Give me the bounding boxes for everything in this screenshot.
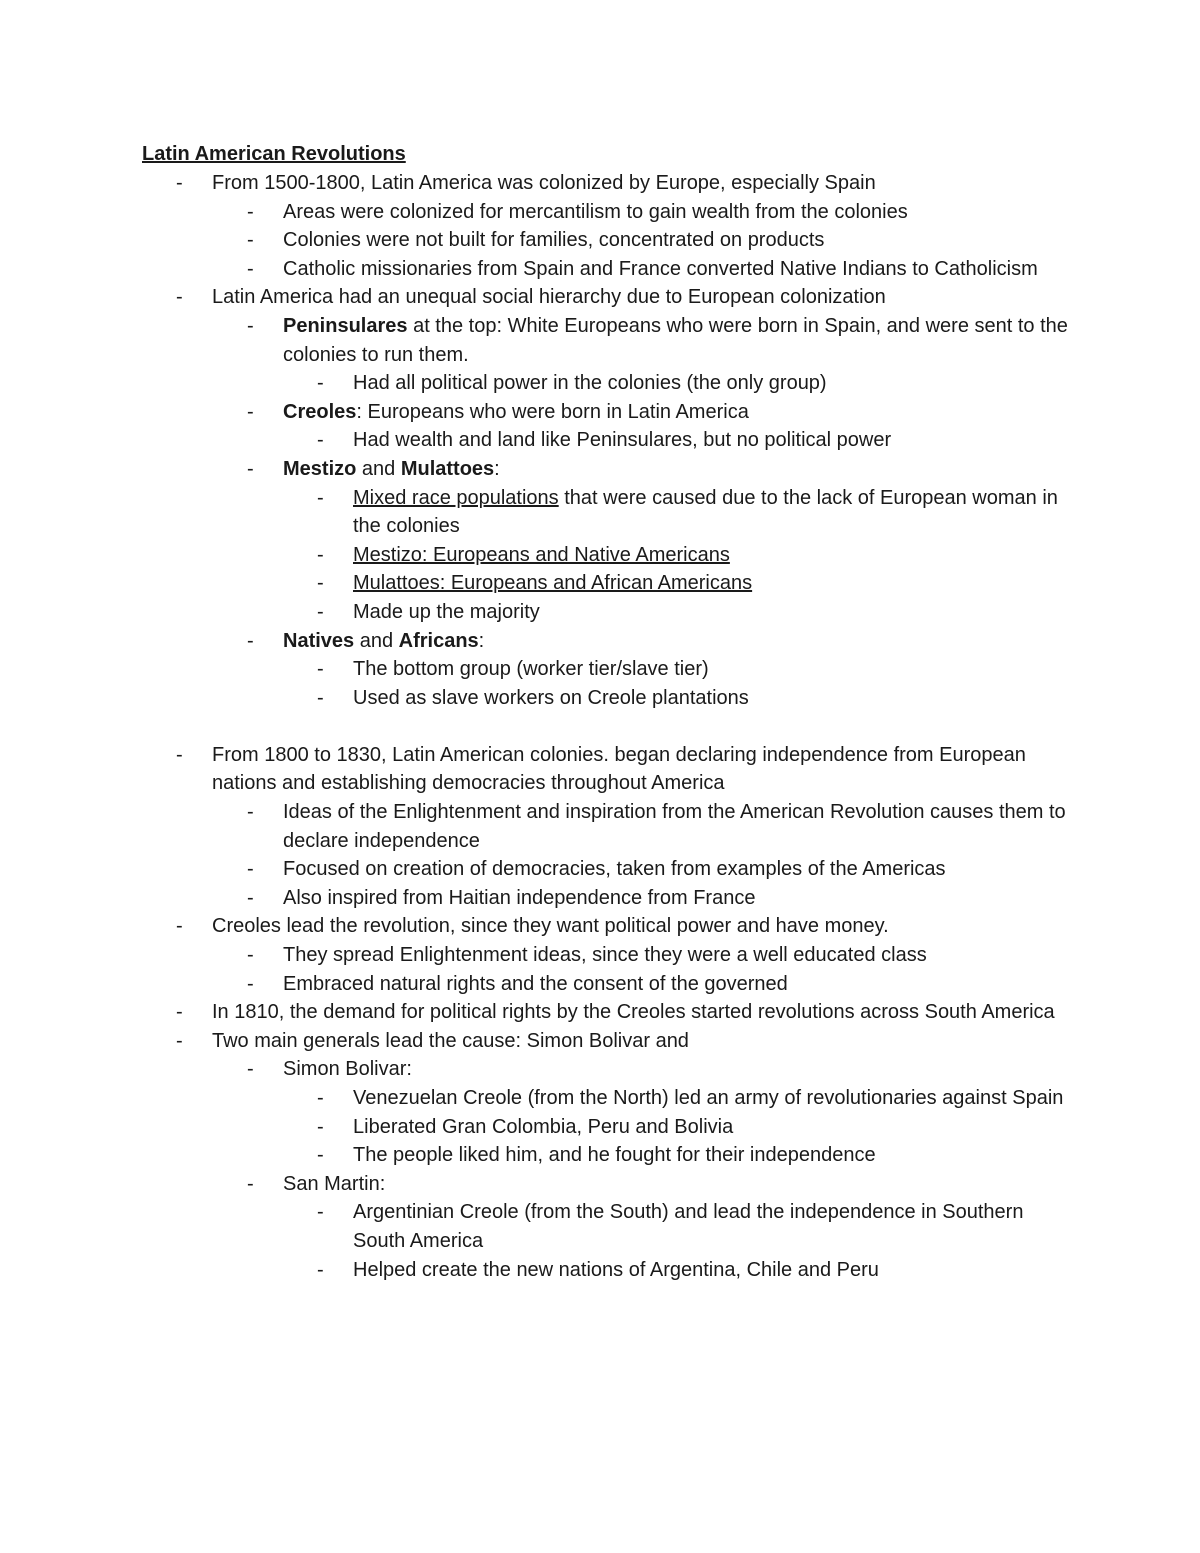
term-creoles: Creoles — [283, 400, 357, 423]
item-text: San Martin: — [283, 1172, 386, 1195]
item-text: Used as slave workers on Creole plantations — [353, 686, 749, 709]
list-item — [0, 283, 1200, 312]
list-item — [0, 255, 1200, 284]
bullet-dash: - — [247, 257, 254, 280]
item-text: Catholic missionaries from Spain and France converted Native Indians to Catholicism — [283, 257, 1038, 280]
list-item — [0, 970, 1200, 999]
list-item — [0, 1256, 1200, 1285]
list-item — [0, 484, 1200, 541]
item-detail: : Europeans who were born in Latin America — [356, 400, 749, 423]
bullet-dash: - — [247, 801, 254, 824]
item-text: Focused on creation of democracies, taken from examples of the Americas — [283, 858, 946, 881]
item-text — [353, 541, 1073, 570]
term-mulattoes: Mulattoes — [400, 457, 495, 480]
underlined-text: Mixed race populations — [353, 486, 559, 509]
item-detail: at the top: White Europeans who were born in Spain, and were sent to the colonies to run them. — [283, 314, 1068, 366]
item-detail: : — [494, 457, 500, 480]
list-item — [0, 998, 1200, 1027]
bullet-dash: - — [317, 1258, 324, 1281]
bullet-dash: - — [176, 1001, 183, 1024]
term-africans: Africans — [398, 629, 479, 652]
item-text: Simon Bolivar: — [283, 1058, 412, 1081]
item-text: Two main generals lead the cause: Simon Bolivar and — [212, 1029, 689, 1052]
list-item — [0, 226, 1200, 255]
item-text: Argentinian Creole (from the South) and lead the independence in Southern South America — [353, 1201, 1024, 1252]
item-text: Ideas of the Enlightenment and inspiration from the American Revolution causes them to declare independence — [283, 801, 1066, 852]
bullet-dash: - — [176, 743, 183, 766]
list-item — [0, 941, 1200, 970]
bullet-dash: - — [247, 886, 254, 909]
item-connector: and — [354, 629, 399, 652]
list-item — [0, 627, 1200, 656]
bullet-dash: - — [317, 600, 324, 623]
bullet-dash: - — [317, 486, 324, 509]
bullet-dash: - — [247, 457, 254, 480]
bullet-dash: - — [317, 1087, 324, 1109]
item-text — [283, 455, 1073, 484]
bullet-dash: - — [247, 1058, 254, 1081]
item-connector: and — [356, 457, 401, 480]
bullet-dash: - — [317, 572, 324, 595]
bullet-dash: - — [317, 543, 324, 566]
notes-list — [0, 169, 1200, 1284]
bullet-dash: - — [247, 400, 254, 423]
bullet-dash: - — [317, 1201, 324, 1224]
list-item — [0, 798, 1200, 855]
item-text — [283, 627, 1073, 656]
list-item — [0, 855, 1200, 884]
list-item — [0, 1027, 1200, 1056]
list-item — [0, 1055, 1200, 1084]
bullet-dash: - — [176, 286, 183, 309]
list-item — [0, 398, 1200, 427]
item-detail: : — [478, 629, 485, 652]
bullet-dash: - — [317, 372, 324, 395]
item-text: Had all political power in the colonies (the only group) — [353, 372, 827, 395]
item-detail: that were caused due to the lack of European woman in the colonies — [353, 486, 1058, 538]
item-text: Made up the majority — [353, 600, 540, 623]
item-text: Helped create the new nations of Argentina, Chile and Peru — [353, 1258, 879, 1281]
list-item — [0, 426, 1200, 455]
item-text: Latin America had an unequal social hierarchy due to European colonization — [212, 286, 886, 309]
term-peninsulares: Peninsulares — [283, 314, 408, 337]
bullet-dash: - — [317, 686, 324, 709]
underlined-text: Mulattoes: Europeans and African Americans — [353, 572, 753, 595]
list-item — [0, 569, 1200, 598]
list-item — [0, 598, 1200, 627]
item-text — [283, 398, 1073, 427]
bullet-dash: - — [317, 1144, 324, 1167]
item-text — [353, 569, 1073, 598]
bullet-dash: - — [176, 915, 183, 938]
list-item — [0, 1084, 1200, 1113]
bullet-dash: - — [176, 172, 183, 194]
list-item — [0, 741, 1200, 798]
item-text: Colonies were not built for families, concentrated on products — [283, 229, 825, 252]
item-text: Liberated Gran Colombia, Peru and Bolivia — [353, 1115, 734, 1138]
item-text: From 1800 to 1830, Latin American colonies. began declaring independence from European nations and establishing democracies throughout America — [212, 743, 1026, 795]
term-mestizo: Mestizo — [283, 457, 357, 480]
bullet-dash: - — [247, 629, 254, 652]
item-text: Had wealth and land like Peninsulares, but no political power — [353, 429, 892, 452]
list-item — [0, 912, 1200, 941]
item-text: Areas were colonized for mercantilism to gain wealth from the colonies — [283, 200, 908, 223]
list-item — [0, 198, 1200, 227]
list-item — [0, 684, 1200, 713]
list-item — [0, 1198, 1200, 1255]
item-text — [353, 484, 1073, 541]
item-text: Also inspired from Haitian independence from France — [283, 886, 756, 909]
bullet-dash: - — [317, 658, 324, 681]
item-text — [283, 312, 1073, 369]
list-item — [0, 455, 1200, 484]
term-natives: Natives — [283, 629, 355, 652]
bullet-dash: - — [247, 200, 254, 223]
item-text: From 1500-1800, Latin America was colonized by Europe, especially Spain — [212, 172, 876, 194]
list-item — [0, 1141, 1200, 1170]
list-item — [0, 541, 1200, 570]
list-item — [0, 655, 1200, 684]
list-item — [0, 1170, 1200, 1199]
item-text: They spread Enlightenment ideas, since they were a well educated class — [283, 944, 927, 967]
bullet-dash: - — [247, 229, 254, 252]
page-title: Latin American Revolutions — [142, 143, 406, 165]
item-text: The bottom group (worker tier/slave tier) — [353, 658, 709, 681]
bullet-dash: - — [176, 1029, 183, 1052]
bullet-dash: - — [247, 1172, 254, 1195]
bullet-dash: - — [247, 944, 254, 967]
bullet-dash: - — [247, 314, 254, 337]
list-item — [0, 169, 1200, 198]
list-item — [0, 1113, 1200, 1142]
bullet-dash: - — [317, 1115, 324, 1138]
list-item — [0, 369, 1200, 398]
bullet-dash: - — [247, 858, 254, 881]
blank-line — [0, 712, 1200, 741]
item-text: The people liked him, and he fought for their independence — [353, 1144, 876, 1167]
item-text: Embraced natural rights and the consent of the governed — [283, 972, 788, 995]
list-item — [0, 312, 1200, 369]
underlined-text: Mestizo: Europeans and Native Americans — [353, 543, 730, 566]
bullet-dash: - — [247, 972, 254, 995]
item-text: Venezuelan Creole (from the North) led an army of revolutionaries against Spain — [353, 1087, 1064, 1109]
bullet-dash: - — [317, 429, 324, 452]
item-text: In 1810, the demand for political rights by the Creoles started revolutions across South America — [212, 1001, 1055, 1024]
item-text: Creoles lead the revolution, since they want political power and have money. — [212, 915, 889, 938]
list-item — [0, 884, 1200, 913]
